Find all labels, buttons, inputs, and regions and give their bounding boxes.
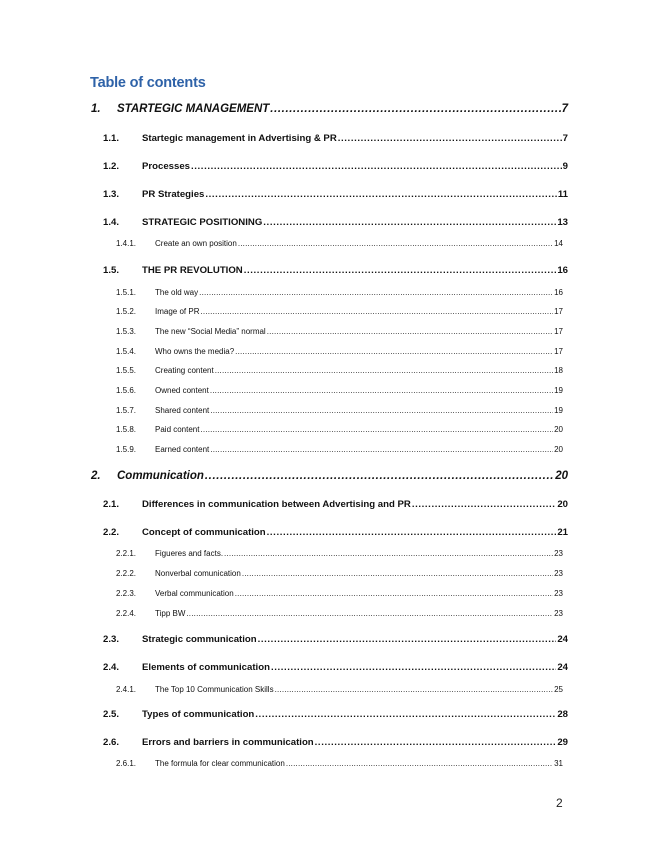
toc-entry-page: 19 — [554, 386, 563, 395]
toc-entry-title: STRATEGIC POSITIONING — [142, 217, 263, 228]
toc-entry-title: Strategic communication — [142, 634, 257, 645]
toc-entry-page: 21 — [557, 527, 568, 538]
toc-leader-dots — [200, 307, 553, 316]
toc-entry-number: 1. — [91, 103, 101, 115]
toc-leader-dots — [238, 239, 553, 248]
toc-entry-title: Creating content — [155, 366, 214, 375]
toc-entry[interactable] — [116, 685, 563, 694]
toc-entry-page: 31 — [554, 759, 563, 768]
toc-entry-title: Earned content — [155, 445, 210, 454]
toc-entry-page: 20 — [555, 470, 568, 482]
toc-entry-page: 24 — [557, 662, 568, 673]
toc-entry-number: 2.6. — [103, 737, 120, 748]
toc-entry[interactable] — [103, 662, 568, 673]
toc-entry[interactable] — [116, 307, 563, 316]
toc-entry-page: 11 — [557, 189, 568, 200]
toc-leader-dots — [210, 406, 553, 415]
toc-leader-dots — [235, 347, 553, 356]
toc-entry-page: 20 — [557, 499, 568, 510]
toc-entry[interactable] — [116, 445, 563, 454]
toc-leader-dots — [210, 386, 553, 395]
toc-entry-page: 13 — [557, 217, 568, 228]
toc-entry[interactable] — [116, 406, 563, 415]
toc-entry-number: 1.5.1. — [116, 288, 137, 297]
toc-leader-dots — [215, 366, 553, 375]
toc-entry[interactable] — [103, 499, 568, 510]
toc-entry-page: 16 — [554, 288, 563, 297]
toc-entry[interactable] — [103, 737, 568, 748]
toc-entry-title: Elements of communication — [142, 662, 270, 673]
toc-leader-dots — [205, 470, 554, 482]
toc-entry-page: 20 — [554, 425, 563, 434]
toc-entry[interactable] — [103, 217, 568, 228]
toc-leader-dots — [263, 217, 556, 228]
toc-heading: Table of contents — [90, 75, 206, 91]
toc-entry-page: 29 — [557, 737, 568, 748]
toc-entry-number: 1.5. — [103, 265, 120, 276]
toc-entry-title: Types of communication — [142, 709, 255, 720]
toc-entry[interactable] — [91, 103, 568, 115]
toc-entry-page: 20 — [554, 445, 563, 454]
toc-entry[interactable] — [116, 386, 563, 395]
toc-entry-number: 2.3. — [103, 634, 120, 645]
toc-entry-title: Figueres and facts. — [155, 549, 224, 558]
toc-entry-title: Startegic management in Advertising & PR — [142, 133, 337, 144]
toc-entry-number: 2.2.1. — [116, 549, 137, 558]
toc-entry-title: The Top 10 Communication Skills — [155, 685, 274, 694]
toc-entry[interactable] — [103, 265, 568, 276]
toc-entry-title: Concept of communication — [142, 527, 266, 538]
toc-entry[interactable] — [103, 634, 568, 645]
toc-entry[interactable] — [116, 759, 563, 768]
toc-entry-page: 19 — [554, 406, 563, 415]
toc-entry-page: 7 — [562, 133, 568, 144]
toc-entry-page: 24 — [557, 634, 568, 645]
toc-leader-dots — [199, 288, 553, 297]
toc-entry-number: 1.5.8. — [116, 425, 137, 434]
toc-entry-number: 1.4.1. — [116, 239, 137, 248]
toc-entry[interactable] — [103, 527, 568, 538]
toc-entry[interactable] — [116, 288, 563, 297]
toc-leader-dots — [412, 499, 556, 510]
toc-entry-page: 23 — [554, 549, 563, 558]
toc-entry-number: 1.5.4. — [116, 347, 137, 356]
toc-entry-number: 2.2.4. — [116, 609, 137, 618]
toc-entry[interactable] — [116, 569, 563, 578]
toc-entry-number: 1.1. — [103, 133, 120, 144]
toc-entry-title: Owned content — [155, 386, 209, 395]
toc-leader-dots — [338, 133, 562, 144]
toc-leader-dots — [315, 737, 557, 748]
toc-entry-number: 1.2. — [103, 161, 120, 172]
toc-entry-title: Communication — [117, 470, 204, 482]
toc-leader-dots — [258, 634, 557, 645]
toc-entry-title: The formula for clear communication — [155, 759, 285, 768]
toc-leader-dots — [210, 445, 553, 454]
toc-entry-number: 1.5.7. — [116, 406, 137, 415]
toc-entry-page: 23 — [554, 589, 563, 598]
toc-entry[interactable] — [103, 709, 568, 720]
toc-entry-title: Errors and barriers in communication — [142, 737, 314, 748]
toc-entry-number: 1.5.3. — [116, 327, 137, 336]
toc-entry-number: 2.4. — [103, 662, 120, 673]
toc-entry-number: 2.1. — [103, 499, 120, 510]
toc-leader-dots — [275, 685, 554, 694]
toc-entry-page: 9 — [562, 161, 568, 172]
toc-leader-dots — [267, 527, 557, 538]
toc-entry-page: 25 — [554, 685, 563, 694]
toc-entry-title: STARTEGIC MANAGEMENT — [117, 103, 270, 115]
toc-entry[interactable] — [91, 470, 568, 482]
toc-entry-number: 2.2.3. — [116, 589, 137, 598]
toc-entry-page: 28 — [557, 709, 568, 720]
toc-entry-number: 1.5.9. — [116, 445, 137, 454]
toc-entry[interactable] — [116, 425, 563, 434]
toc-entry-title: The new “Social Media” normal — [155, 327, 266, 336]
toc-entry-number: 1.5.2. — [116, 307, 137, 316]
toc-entry-number: 2.4.1. — [116, 685, 137, 694]
toc-entry[interactable] — [103, 133, 568, 144]
toc-leader-dots — [286, 759, 553, 768]
toc-entry-number: 2. — [91, 470, 101, 482]
toc-entry[interactable] — [116, 609, 563, 618]
toc-leader-dots — [224, 549, 553, 558]
toc-leader-dots — [244, 265, 557, 276]
toc-entry-page: 17 — [554, 307, 563, 316]
toc-entry-number: 2.5. — [103, 709, 120, 720]
toc-leader-dots — [200, 425, 553, 434]
page-number: 2 — [556, 796, 563, 810]
toc-entry-page: 18 — [554, 366, 563, 375]
toc-entry-number: 2.6.1. — [116, 759, 137, 768]
toc-entry-number: 2.2. — [103, 527, 120, 538]
toc-entry-title: Tipp BW — [155, 609, 186, 618]
toc-entry-title: Paid content — [155, 425, 200, 434]
toc-entry[interactable] — [116, 366, 563, 375]
toc-entry-title: Nonverbal comunication — [155, 569, 241, 578]
toc-entry-title: Differences in communication between Advertising and PR — [142, 499, 411, 510]
toc-entry-title: Create an own position — [155, 239, 237, 248]
toc-entry-page: 23 — [554, 569, 563, 578]
toc-entry[interactable] — [103, 189, 568, 200]
toc-entry-number: 2.2.2. — [116, 569, 137, 578]
toc-entry-page: 16 — [557, 265, 568, 276]
toc-leader-dots — [205, 189, 556, 200]
toc-entry-page: 17 — [554, 347, 563, 356]
toc-leader-dots — [271, 662, 556, 673]
toc-entry-page: 7 — [561, 103, 568, 115]
toc-entry-title: Shared content — [155, 406, 210, 415]
toc-entry-page: 23 — [554, 609, 563, 618]
toc-entry-number: 1.5.6. — [116, 386, 137, 395]
toc-leader-dots — [191, 161, 562, 172]
toc-entry-number: 1.3. — [103, 189, 120, 200]
toc-entry[interactable] — [116, 327, 563, 336]
toc-leader-dots — [270, 103, 560, 115]
toc-entry[interactable] — [103, 161, 568, 172]
toc-leader-dots — [186, 609, 553, 618]
toc-entry[interactable] — [116, 347, 563, 356]
toc-entry-page: 17 — [554, 327, 563, 336]
toc-entry-title: PR Strategies — [142, 189, 205, 200]
toc-entry-number: 1.4. — [103, 217, 120, 228]
toc-entry[interactable] — [116, 239, 563, 248]
toc-entry-title: Verbal communication — [155, 589, 234, 598]
toc-entry-number: 1.5.5. — [116, 366, 137, 375]
toc-entry[interactable] — [116, 589, 563, 598]
toc-entry-title: THE PR REVOLUTION — [142, 265, 243, 276]
toc-entry-title: Who owns the media? — [155, 347, 235, 356]
toc-entry-title: Image of PR — [155, 307, 200, 316]
toc-entry-page: 14 — [554, 239, 563, 248]
toc-entry-title: Processes — [142, 161, 191, 172]
toc-entry[interactable] — [116, 549, 563, 558]
toc-leader-dots — [235, 589, 553, 598]
toc-leader-dots — [242, 569, 553, 578]
toc-leader-dots — [255, 709, 556, 720]
toc-entry-title: The old way — [155, 288, 199, 297]
toc-leader-dots — [267, 327, 553, 336]
